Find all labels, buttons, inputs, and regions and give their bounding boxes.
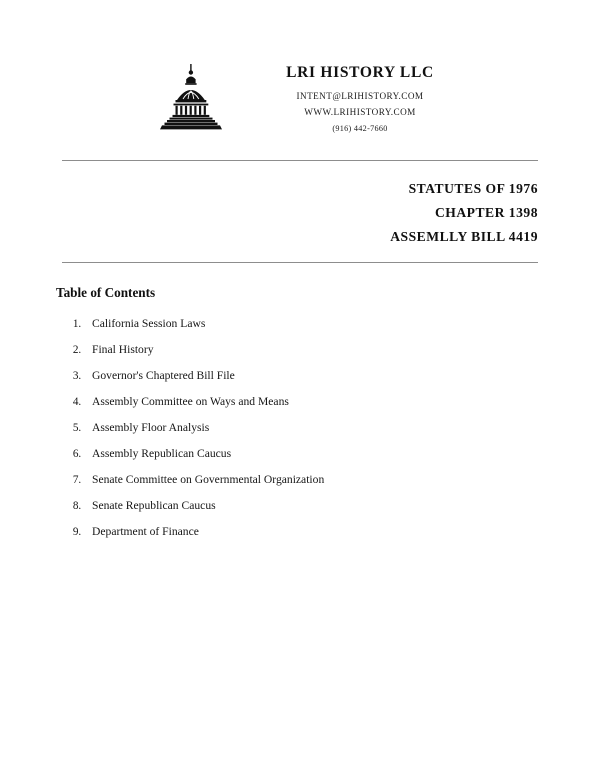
list-item[interactable]: 3. Governor's Chaptered Bill File [84,369,600,383]
list-item[interactable]: 5. Assembly Floor Analysis [84,421,600,435]
org-email[interactable]: INTENT@LRIHISTORY.COM [296,91,424,101]
org-website[interactable]: WWW.LRIHISTORY.COM [304,107,416,117]
title-block [0,161,600,245]
chapter-number: CHAPTER 1398 [434,205,538,220]
toc-list [56,317,600,539]
org-name: LRI HISTORY LLC [286,64,434,81]
org-info [235,58,485,133]
toc-heading: Table of Contents [56,285,156,300]
list-item[interactable]: 8. Senate Republican Caucus [84,499,600,513]
statutes-year: STATUTES OF 1976 [408,181,538,196]
org-phone: (916) 442-7660 [332,124,388,133]
list-item[interactable]: 9. Department of Finance [84,525,600,539]
list-item[interactable]: 7. Senate Committee on Governmental Organization [84,473,600,487]
table-of-contents [0,263,600,539]
list-item[interactable]: 1. California Session Laws [84,317,600,331]
capitol-dome-icon [155,62,229,132]
list-item[interactable]: 6. Assembly Republican Caucus [84,447,600,461]
list-item[interactable]: 2. Final History [84,343,600,357]
list-item[interactable]: 4. Assembly Committee on Ways and Means [84,395,600,409]
bill-number: ASSEMLLY BILL 4419 [390,229,538,244]
letterhead [0,0,600,133]
